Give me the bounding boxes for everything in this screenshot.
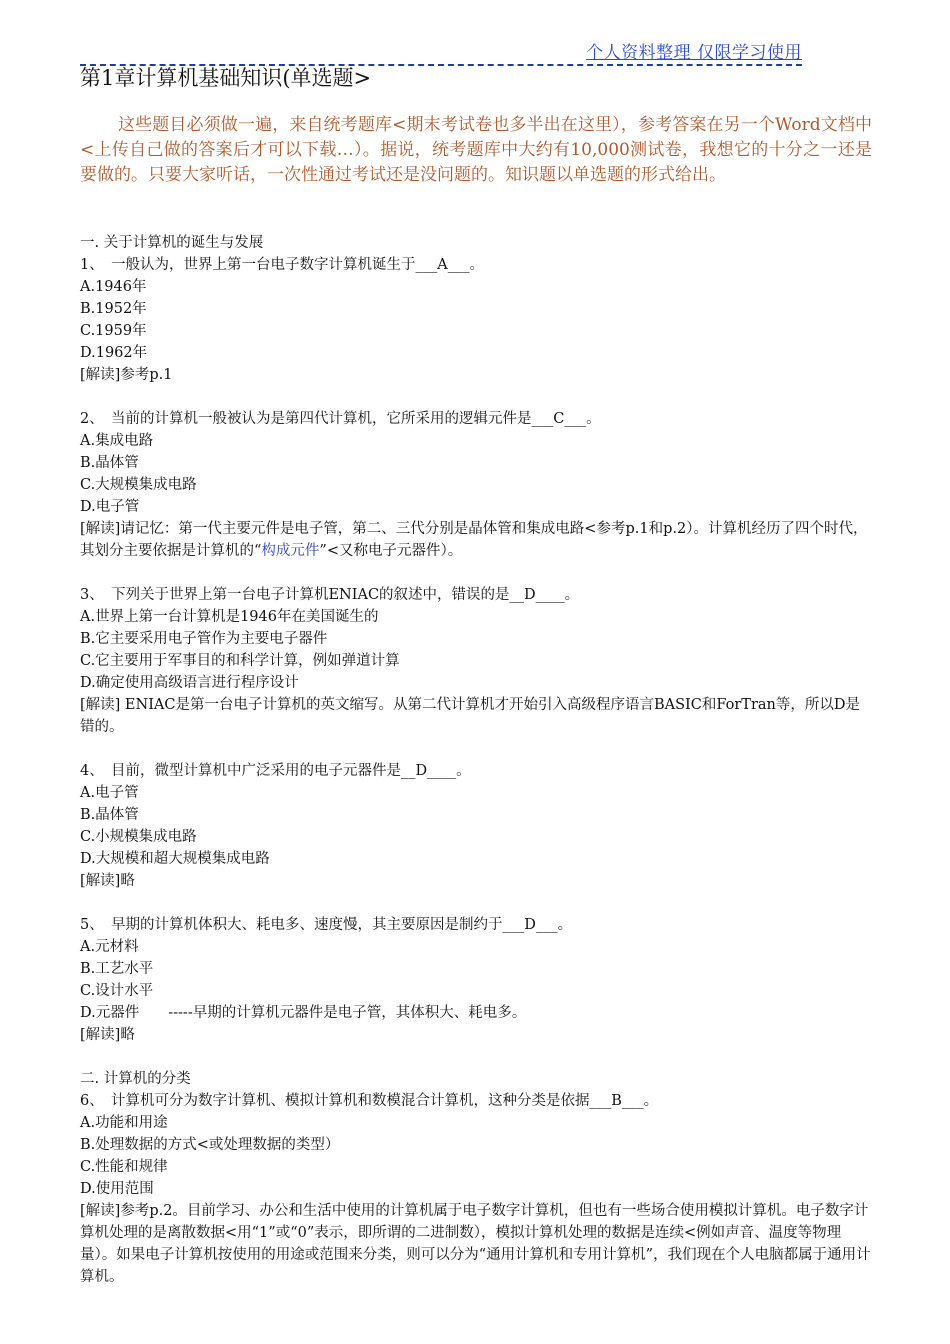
question-block [80, 760, 872, 892]
explanation: [解读]参考p.1 [80, 367, 173, 383]
question-stem: 5、 早期的计算机体积大、耗电多、速度慢，其主要原因是制约于___D___。 [80, 917, 573, 933]
question-block [80, 584, 872, 738]
option-d: D.使用范围 [80, 1181, 154, 1197]
option-a: A.1946年 [80, 279, 147, 295]
option-a: A.元材料 [80, 939, 139, 955]
option-c: C.大规模集成电路 [80, 477, 197, 493]
option-b: B.晶体管 [80, 455, 139, 471]
option-c: C.设计水平 [80, 983, 154, 999]
option-d: D.大规模和超大规模集成电路 [80, 851, 270, 867]
explanation [80, 518, 872, 562]
option-c: C.性能和规律 [80, 1159, 168, 1175]
option-b: B.它主要采用电子管作为主要电子器件 [80, 631, 328, 647]
question-content [80, 232, 872, 1288]
header-text: 个人资料整理 仅限学习使用 [586, 43, 802, 63]
intro-paragraph: 这些题目必须做一遍，来自统考题库<期末考试卷也多半出在这里），参考答案在另一个Word文档中<上传自己做的答案后才可以下载…）。据说，统考题库中大约有10,000测试卷，我想它的十分之一还是要做的。只要大家听话，一次性通过考试还是没问题的。知识题以单选题的形式给出。 [80, 115, 872, 185]
option-c: C.1959年 [80, 323, 147, 339]
option-b: B.1952年 [80, 301, 147, 317]
explanation: [解读] ENIAC是第一台电子计算机的英文缩写。从第二代计算机才开始引入高级程序语言BASIC和ForTran等，所以D是错的。 [80, 697, 861, 735]
option-c: C.小规模集成电路 [80, 829, 197, 845]
option-b: B.晶体管 [80, 807, 139, 823]
highlighted-term: 构成元件 [261, 543, 320, 559]
option-b: B.工艺水平 [80, 961, 154, 977]
explanation-text: [解读]请记忆：第一代主要元件是电子管，第二、三代分别是晶体管和集成电路<参考p.1和p.2）。计算机经历了四个时代，其划分主要依据是计算机的“ [80, 521, 868, 559]
option-d: D.电子管 [80, 499, 140, 515]
option-a: A.集成电路 [80, 433, 154, 449]
option-a: A.电子管 [80, 785, 139, 801]
option-a: A.世界上第一台计算机是1946年在美国诞生的 [80, 609, 379, 625]
option-d: D.元器件 -----早期的计算机元器件是电子管，其体积大、耗电多。 [80, 1005, 527, 1021]
question-stem: 1、 一般认为，世界上第一台电子数字计算机诞生于___A___。 [80, 257, 484, 273]
section-heading: 二. 计算机的分类 [80, 1071, 191, 1087]
question-block [80, 408, 872, 562]
chapter-title: 第1章计算机基础知识(单选题> [80, 66, 372, 90]
question-stem: 3、 下列关于世界上第一台电子计算机ENIAC的叙述中，错误的是__D____。 [80, 587, 580, 603]
question-stem: 6、 计算机可分为数字计算机、模拟计算机和数模混合计算机，这种分类是依据___B___。 [80, 1093, 659, 1109]
option-d: D.1962年 [80, 345, 148, 361]
option-d: D.确定使用高级语言进行程序设计 [80, 675, 299, 691]
question-stem: 2、 当前的计算机一般被认为是第四代计算机，它所采用的逻辑元件是___C___。 [80, 411, 601, 427]
question-stem: 4、 目前，微型计算机中广泛采用的电子元器件是__D____。 [80, 763, 471, 779]
explanation: [解读]略 [80, 873, 135, 889]
option-c: C.它主要用于军事目的和科学计算，例如弹道计算 [80, 653, 400, 669]
explanation: [解读]参考p.2。目前学习、办公和生活中使用的计算机属于电子数字计算机，但也有一些场合使用模拟计算机。电子数字计算机处理的是离散数据<用“1”或“0”表示，即所谓的二进制数），模拟计算机处理的数据是连续<例如声音、温度等物理量）。如果电子计算机按使用的用途或范围来分类，则可以分为“通用计算机和专用计算机”，我们现在个人电脑都属于通用计算机。 [80, 1203, 871, 1285]
explanation-text: ”<又称电子元器件）。 [319, 543, 463, 559]
section-heading: 一. 关于计算机的诞生与发展 [80, 235, 264, 251]
option-a: A.功能和用途 [80, 1115, 168, 1131]
question-block [80, 1090, 872, 1288]
question-block [80, 254, 872, 386]
question-block [80, 914, 872, 1046]
explanation: [解读]略 [80, 1027, 135, 1043]
option-b: B.处理数据的方式<或处理数据的类型） [80, 1137, 340, 1153]
